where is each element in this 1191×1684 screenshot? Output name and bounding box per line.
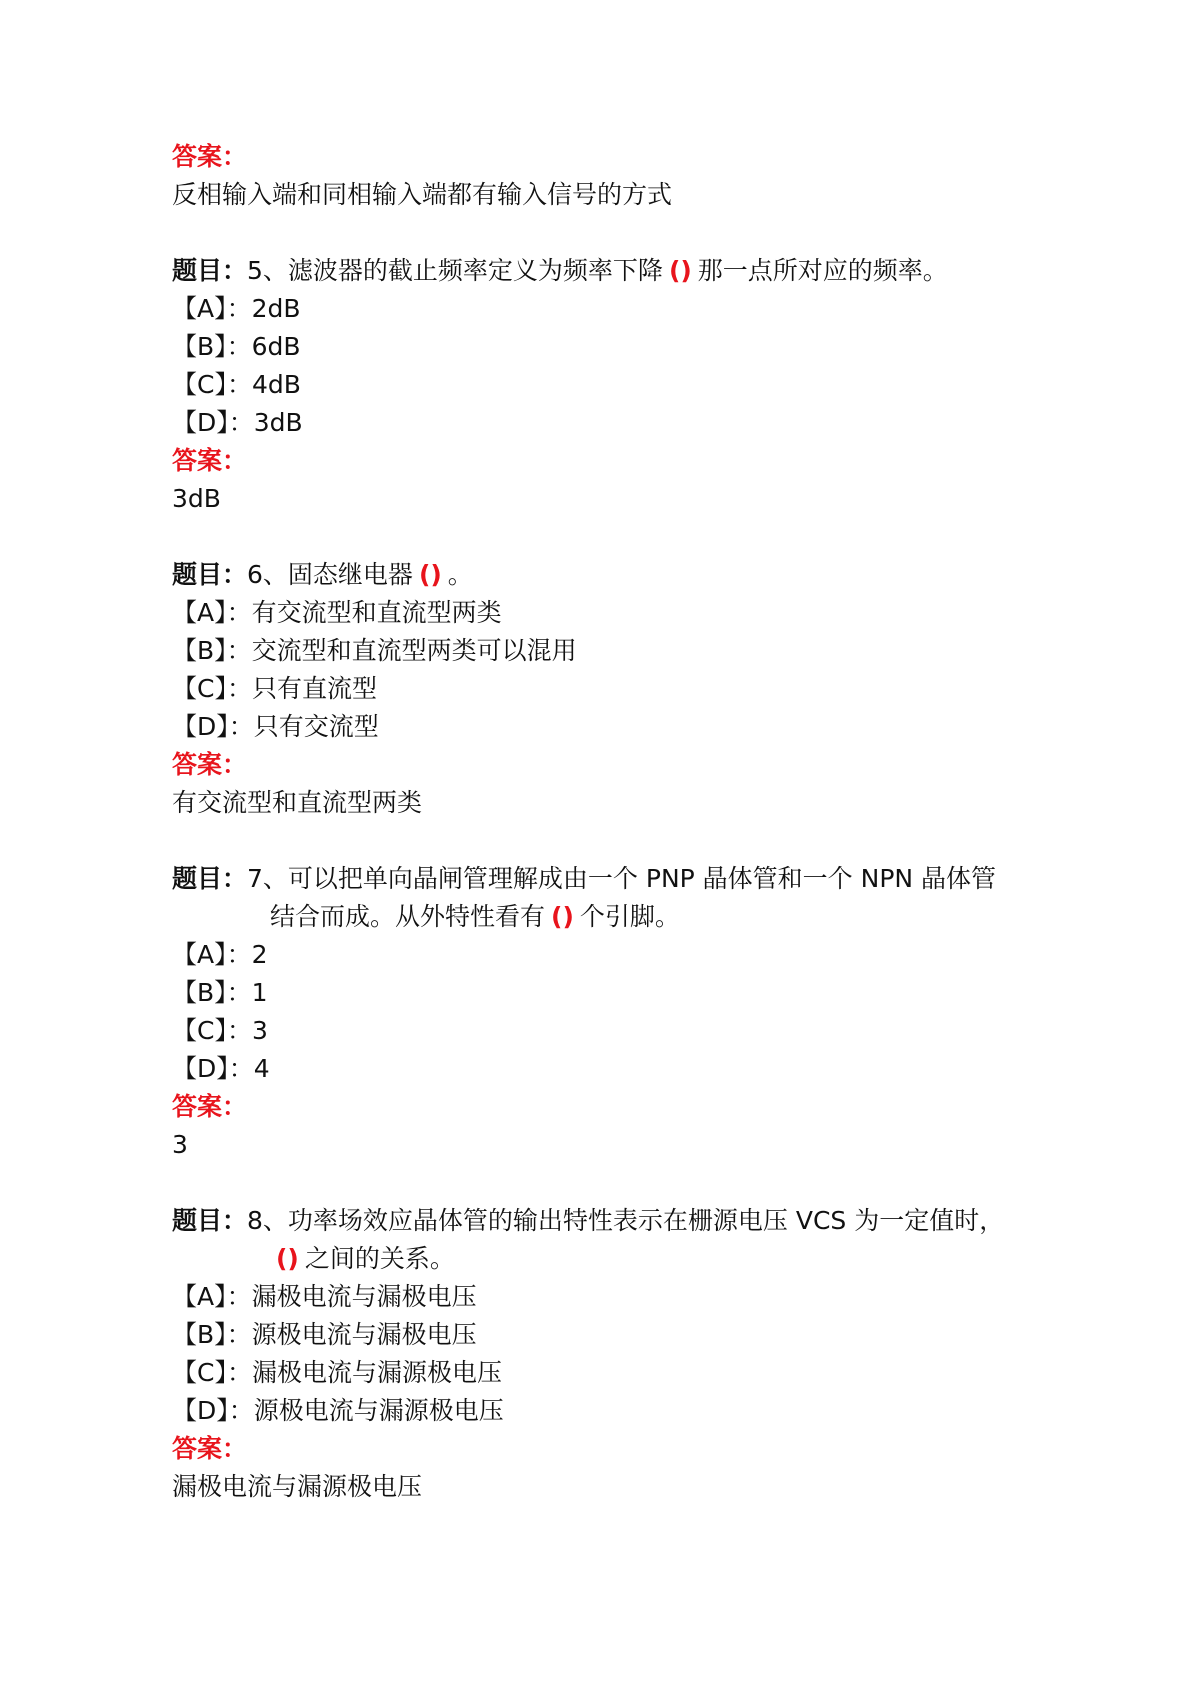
question-text-tail: 之间的关系。 (304, 1244, 455, 1273)
option-d: 【D】：源极电流与漏源极电压 (172, 1396, 504, 1425)
question-8-continued (276, 1240, 455, 1278)
question-label: 题目： (172, 256, 248, 285)
blank-paren: () (668, 256, 692, 285)
option-d: 【D】：只有交流型 (172, 712, 379, 741)
answer-label: 答案： (172, 750, 248, 779)
question-label: 题目： (172, 1206, 248, 1235)
blank-paren: () (418, 560, 442, 589)
question-5 (172, 252, 948, 290)
option-a: 【A】：2dB (172, 294, 301, 323)
option-a: 【A】：有交流型和直流型两类 (172, 598, 502, 627)
option-c: 【C】：漏极电流与漏源极电压 (172, 1358, 502, 1387)
blank-paren: () (551, 902, 574, 931)
answer-label-row (172, 746, 247, 784)
question-text-tail: 个引脚。 (579, 902, 680, 931)
option-b: 【B】：6dB (172, 332, 301, 361)
blank-paren: () (276, 1244, 299, 1273)
answer-text: 3dB (172, 484, 221, 513)
answer-label-row (172, 442, 247, 480)
answer-label: 答案： (172, 1434, 248, 1463)
question-text: 5、滤波器的截止频率定义为频率下降 (247, 256, 663, 285)
option-d: 【D】：4 (172, 1054, 270, 1083)
question-label: 题目： (172, 560, 248, 589)
question-6 (172, 556, 473, 594)
question-text-tail: 。 (447, 560, 473, 589)
option-c: 【C】：3 (172, 1016, 268, 1045)
question-text: 6、固态继电器 (247, 560, 413, 589)
option-b: 【B】：源极电流与漏极电压 (172, 1320, 477, 1349)
question-8 (172, 1202, 1004, 1240)
question-7 (172, 860, 996, 898)
option-d: 【D】：3dB (172, 408, 303, 437)
answer-label-row (172, 1430, 247, 1468)
answer-label: 答案： (172, 446, 248, 475)
option-c: 【C】：4dB (172, 370, 301, 399)
option-b: 【B】：1 (172, 978, 268, 1007)
option-c: 【C】：只有直流型 (172, 674, 377, 703)
question-text: 7、可以把单向晶闸管理解成由一个 PNP 晶体管和一个 NPN 晶体管 (247, 864, 997, 893)
answer-text: 反相输入端和同相输入端都有输入信号的方式 (172, 180, 673, 209)
option-b: 【B】：交流型和直流型两类可以混用 (172, 636, 577, 665)
answer-label: 答案： (172, 142, 248, 171)
answer-label-row (172, 138, 247, 176)
question-text-tail: 那一点所对应的频率。 (697, 256, 948, 285)
option-a: 【A】：漏极电流与漏极电压 (172, 1282, 477, 1311)
question-7-continued (270, 898, 680, 936)
option-a: 【A】：2 (172, 940, 268, 969)
answer-label-row (172, 1088, 247, 1126)
answer-text: 有交流型和直流型两类 (172, 788, 423, 817)
question-label: 题目： (172, 864, 248, 893)
question-text: 结合而成。从外特性看有 (270, 902, 546, 931)
answer-label: 答案： (172, 1092, 248, 1121)
question-text: 8、功率场效应晶体管的输出特性表示在栅源电压 VCS 为一定值时， (247, 1206, 1005, 1235)
answer-text: 漏极电流与漏源极电压 (172, 1472, 423, 1501)
answer-text: 3 (172, 1130, 188, 1159)
